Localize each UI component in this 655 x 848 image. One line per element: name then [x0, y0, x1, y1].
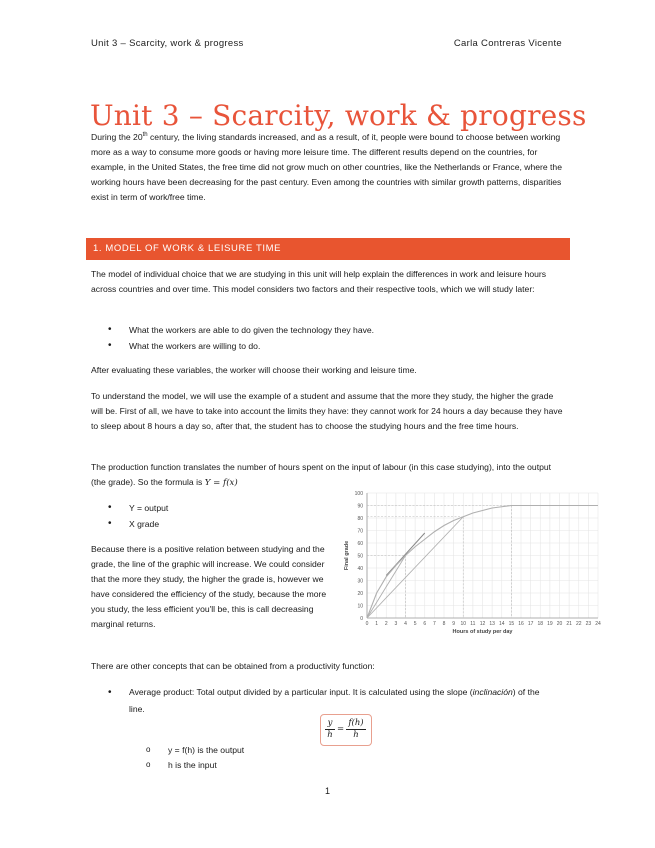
x-tick-label: 4 — [404, 621, 407, 627]
formula-rhs-num: f(h) — [346, 718, 366, 730]
list-item — [108, 684, 548, 718]
x-tick-label: 22 — [575, 621, 582, 627]
y-tick-label: 50 — [357, 553, 363, 560]
after-paragraph: After evaluating these variables, the worker will choose their working and leisure time. — [91, 365, 417, 375]
header-left: Unit 3 – Scarcity, work & progress — [91, 38, 244, 49]
y-tick-label: 40 — [357, 565, 363, 572]
x-tick-label: 6 — [423, 621, 427, 627]
y-tick-label: 20 — [357, 590, 363, 597]
model-paragraph: The model of individual choice that we are studying in this unit will help explain the differences in work and leisure hours across countries and over time. This model considers two factors and their respective tools, which we will study later: — [91, 269, 547, 294]
formula-equals: = — [337, 724, 345, 734]
section-heading: 1. MODEL OF WORK & LEISURE TIME — [86, 238, 570, 260]
x-tick-label: 3 — [394, 621, 398, 627]
x-tick-label: 17 — [527, 621, 534, 627]
x-axis-label: Hours of study per day — [452, 629, 513, 635]
x-tick-label: 9 — [452, 621, 456, 627]
page-title: Unit 3 – Scarcity, work & progress — [90, 98, 587, 132]
x-tick-label: 14 — [498, 621, 505, 627]
y-tick-label: 70 — [357, 528, 363, 535]
factors-list — [108, 322, 374, 354]
list-item: o y = f(h) is the output — [146, 743, 244, 758]
x-tick-label: 15 — [508, 621, 515, 627]
x-tick-label: 7 — [432, 621, 436, 627]
page-number: 1 — [324, 786, 330, 796]
formula-variables-list — [146, 743, 244, 773]
formula-rhs-den: h — [353, 730, 359, 740]
x-tick-label: 18 — [537, 621, 544, 627]
x-tick-label: 1 — [375, 621, 379, 627]
avg-product-text: Average product: Total output divided by a particular input. It is calculated using the slope ( — [129, 687, 473, 697]
positive-relation-paragraph: Because there is a positive relation between studying and the grade, the line of the graphic will increase. We could consider that the more they study, the higher the grade is, however we have considered the efficiency of the study, because the more you study, the less efficient you'll be, this is call decreasing marginal returns. — [91, 544, 327, 629]
y-tick-label: 30 — [357, 578, 363, 585]
formula-lhs-num: y — [325, 718, 335, 730]
x-tick-label: 5 — [413, 621, 417, 627]
list-item: • Y = output — [108, 500, 168, 516]
y-tick-label: 90 — [357, 503, 363, 510]
intro-text-a: During the 20 — [91, 131, 143, 142]
formula-lhs-den: h — [327, 730, 333, 740]
x-tick-label: 21 — [566, 621, 572, 627]
x-tick-label: 13 — [489, 621, 495, 627]
header-right: Carla Contreras Vicente — [453, 38, 562, 49]
x-tick-label: 12 — [479, 621, 486, 627]
intro-paragraph — [91, 128, 566, 205]
y-tick-label: 0 — [360, 615, 363, 622]
production-function-chart — [335, 486, 605, 636]
x-tick-label: 19 — [547, 621, 553, 627]
x-tick-label: 2 — [384, 621, 388, 627]
x-tick-label: 11 — [470, 621, 476, 627]
intro-text-b: century, the living standards increased, and as a result, of it, people were bound to choose between working more as a way to consume more goods or having more leisure time. The different results depend on the countries, for example, in the United States, the free time did not grow much on other countries, like the Netherlands or France, where the working hours have been decreasing for the past century. Even among the countries with similar growth patterns, disparities exist in term of work/free time. — [91, 131, 562, 202]
avg-product-after: ) of the line. — [129, 687, 540, 714]
x-tick-label: 24 — [595, 621, 601, 627]
list-item: • What the workers are willing to do. — [108, 338, 374, 354]
y-axis-label: Final grade — [344, 540, 350, 571]
x-tick-label: 23 — [585, 621, 592, 627]
list-item: • What the workers are able to do given the technology they have. — [108, 322, 374, 338]
production-formula: Y = f(x) — [204, 478, 238, 488]
avg-product-italic: inclinación — [472, 687, 513, 697]
student-paragraph: To understand the model, we will use the example of a student and assume that the more they study, the higher the grade will be. First of all, we have to take into account the limits they have: they cannot work for 24 hours a day because they have to sleep about 8 hours a day so, after that, the student has to choose the studying hours and the free time hours. — [91, 391, 563, 431]
x-tick-label: 0 — [365, 621, 369, 627]
x-tick-label: 16 — [518, 621, 524, 627]
y-tick-label: 100 — [354, 490, 363, 497]
intro-sup: th — [142, 132, 148, 138]
x-tick-label: 8 — [442, 621, 446, 627]
list-item: o h is the input — [146, 758, 244, 773]
x-tick-label: 20 — [556, 621, 563, 627]
average-product-formula — [320, 714, 372, 746]
list-item: • X grade — [108, 516, 168, 532]
y-tick-label: 80 — [357, 515, 363, 522]
variables-list — [108, 500, 168, 532]
production-text: The production function translates the number of hours spent on the input of labour (in this case studying), into the output (the grade). So the formula is — [91, 462, 552, 487]
concepts-list — [108, 684, 548, 718]
x-tick-label: 10 — [460, 621, 467, 627]
y-tick-label: 10 — [357, 603, 363, 610]
concepts-paragraph: There are other concepts that can be obtained from a productivity function: — [91, 661, 375, 671]
y-tick-label: 60 — [357, 540, 363, 547]
